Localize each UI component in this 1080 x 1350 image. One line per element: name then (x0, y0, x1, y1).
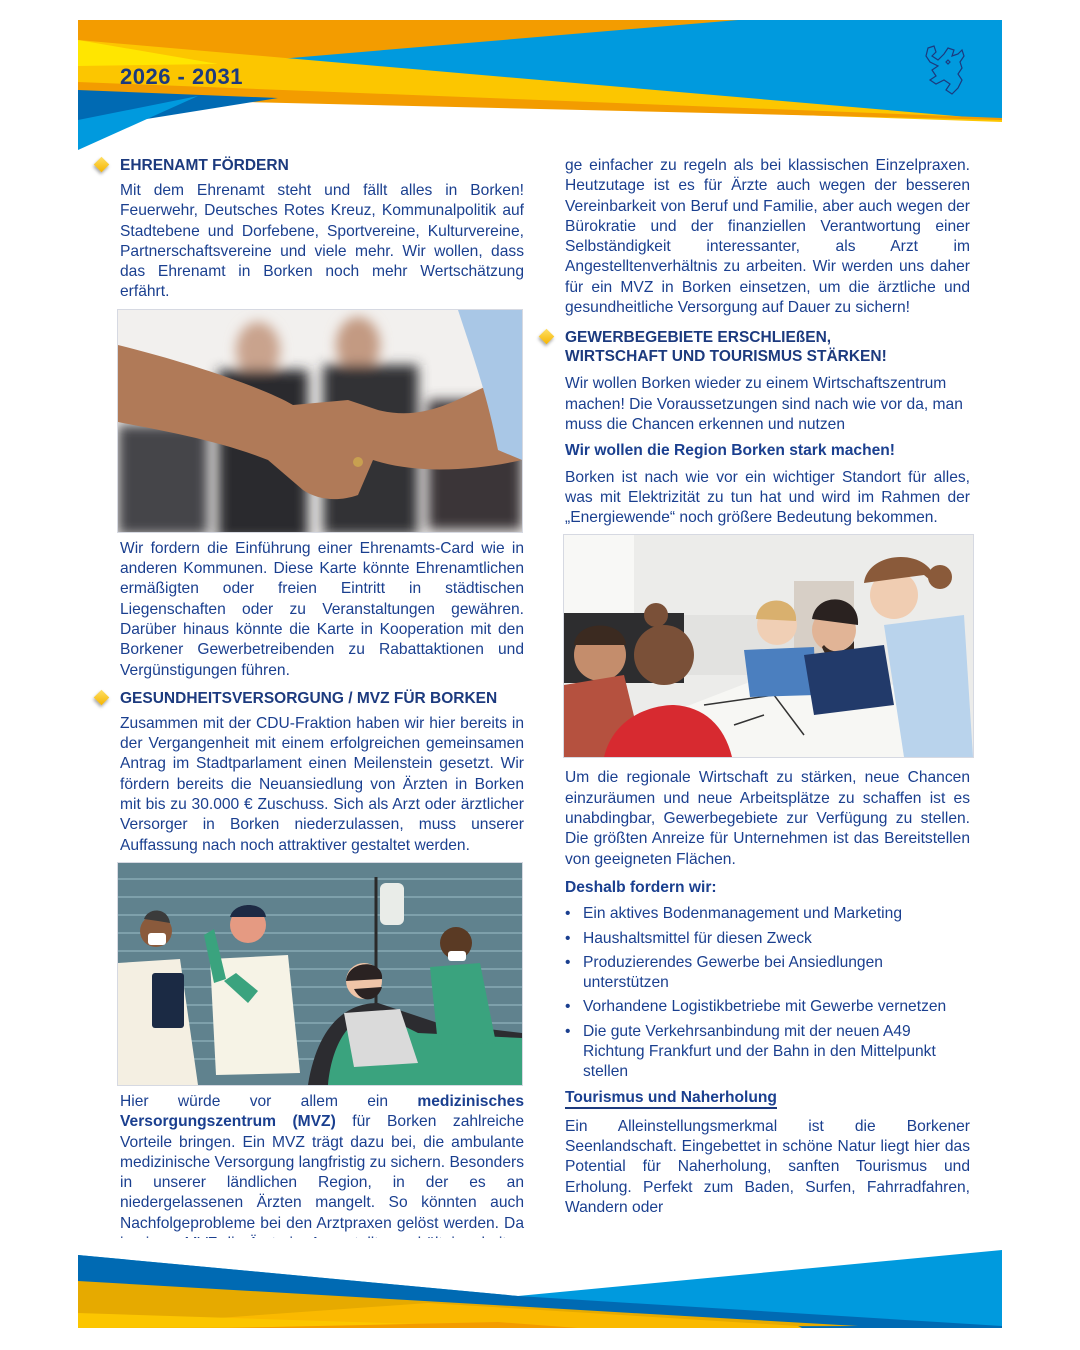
year-range-label: 2026 - 2031 (120, 64, 243, 89)
section-heading-ehrenamt: EHRENAMT FÖRDERN (120, 156, 524, 175)
ehrenamt-intro: Mit dem Ehrenamt steht und fällt alles in Borken! Feuerwehr, Deutsches Rotes Kreuz, Kommunalpolitik auf Stadtebene und Dorfebene, Sportvereine, Kulturvereine, Partnerschaftsvereine und viele mehr. Wir wollen, dass das Ehrenamt in Borken noch mehr Wertschätzung erfährt. (120, 182, 524, 301)
tourism-paragraph: Ein Alleinstellungsmerkmal ist die Borkener Seenlandschaft. Eingebettet in schöne Natur liegt hier das Potential für Naherholung, sanften Tourismus und Erholung. Perfekt zum Baden, Surfen, Fahrradfahren, Wandern oder (565, 1117, 970, 1216)
list-item: • Die gute Verkehrsanbindung mit der neuen A49 Richtung Frankfurt und der Bahn in den Mittelpunkt stellen (565, 1022, 970, 1083)
bottom-banner (78, 1238, 1002, 1328)
list-item: • Ein aktives Bodenmanagement und Marketing (565, 904, 970, 924)
gesundheit-intro: Zusammen mit der CDU-Fraktion haben wir hier bereits in der Vergangenheit mit einem erfolgreichen gemeinsamen Antrag im Stadtparlament einen Meilenstein gesetzt. Wir fördern bereits die Neuansiedlung von Ärzten in Borken mit bis zu 30.000 € Zuschuss. Sich als Arzt oder ärztlicher Versorger in Borken niederzulassen, muss unserer Auffassung nach noch attraktiver gestaltet werden. (120, 714, 524, 854)
list-item: • Haushaltsmittel für diesen Zweck (565, 929, 970, 949)
mvz-continuation: ge einfacher zu regeln als bei klassischen Einzelpraxen. Heutzutage ist es für Ärzte auch wegen der besseren Vereinbarkeit von Beruf und Familie, aber auch wegen der Bürokratie und der finanziellen Verantwortung einer Selbständigkeit interessanter, als Arzt im Angestelltenverhältnis zu arbeiten. Wir werden uns daher für ein MVZ in Borken einsetzen, um die ärztliche und gesundheitliche Versorgung auf Dauer zu sichern! (565, 157, 970, 317)
wirtschaft-paragraph: Um die regionale Wirtschaft zu stärken, neue Chancen einzuräumen und neue Arbeitsplätze zu schaffen ist es unabdingbar, Gewerbegebiete zur Verfügung zu stellen. Die größten Anreize für Unternehmen ist das Bereitstellen von geeigneten Flächen. (565, 769, 970, 868)
flyer-page (78, 20, 1002, 1328)
ehrenamt-body: Wir fordern die Einführung einer Ehrenamts-Card wie in anderen Kommunen. Diese Karte könnte Ehrenamtlichen ermäßigten oder freien Eintritt in städtischen Liegenschaften oder zu Veranstaltungen gewähren. Darüber hinaus könnte die Karte in Kooperation mit den Borkener Gewerbetreibenden zu Rabattaktionen und Vergünstigungen führen. (120, 539, 524, 679)
diamond-bullet-icon (539, 329, 555, 345)
medical-illustration (117, 862, 523, 1086)
diamond-bullet-icon (94, 690, 110, 706)
section-heading-gewerbe: GEWERBEGEBIETE ERSCHLIEßEN, WIRTSCHAFT UND TOURISMUS STÄRKEN! (565, 328, 970, 366)
left-column (120, 156, 524, 1281)
section-heading-gesundheit: GESUNDHEITSVERSORGUNG / MVZ FÜR BORKEN (120, 689, 524, 708)
right-column (565, 156, 970, 1224)
gewerbe-intro: Wir wollen Borken wieder zu einem Wirtschaftszentrum machen! Die Voraussetzungen sind nach wie vor da, man muss die Chancen erkennen und nutzen (565, 375, 963, 433)
heraldic-lion-icon (918, 38, 974, 102)
list-item: • Vorhandene Logistikbetriebe mit Gewerbe vernetzen (565, 997, 970, 1017)
region-subheading: Wir wollen die Region Borken stark machen! (565, 442, 895, 460)
demands-heading: Deshalb fordern wir: (565, 878, 717, 896)
team-planning-photo (563, 534, 974, 758)
diamond-bullet-icon (94, 157, 110, 173)
demands-list (565, 904, 970, 1082)
list-item: • Produzierendes Gewerbe bei Ansiedlungen unterstützen (565, 953, 970, 994)
tourism-heading: Tourismus und Naherholung (565, 1089, 777, 1109)
energie-paragraph: Borken ist nach wie vor ein wichtiger Standort für alles, was mit Elektrizität zu tun hat und wird im Rahmen der „Energiewende“ noch größere Bedeutung bekommen. (565, 468, 970, 527)
handshake-photo (117, 309, 523, 533)
mvz-body: Hier würde vor allem ein medizinisches Versorgungszentrum (MVZ) für Borken zahlreiche Vorteile bringen. Ein MVZ trägt dazu bei, die ambulante medizinische Versorgung langfristig zu sichern. Besonders in unserer ländlichen Region, in der es an niedergelassenen Ärzten mangelt. So könnten auch Nachfolgeprobleme bei den Arztpraxen gelöst werden. Da (120, 1092, 524, 1232)
